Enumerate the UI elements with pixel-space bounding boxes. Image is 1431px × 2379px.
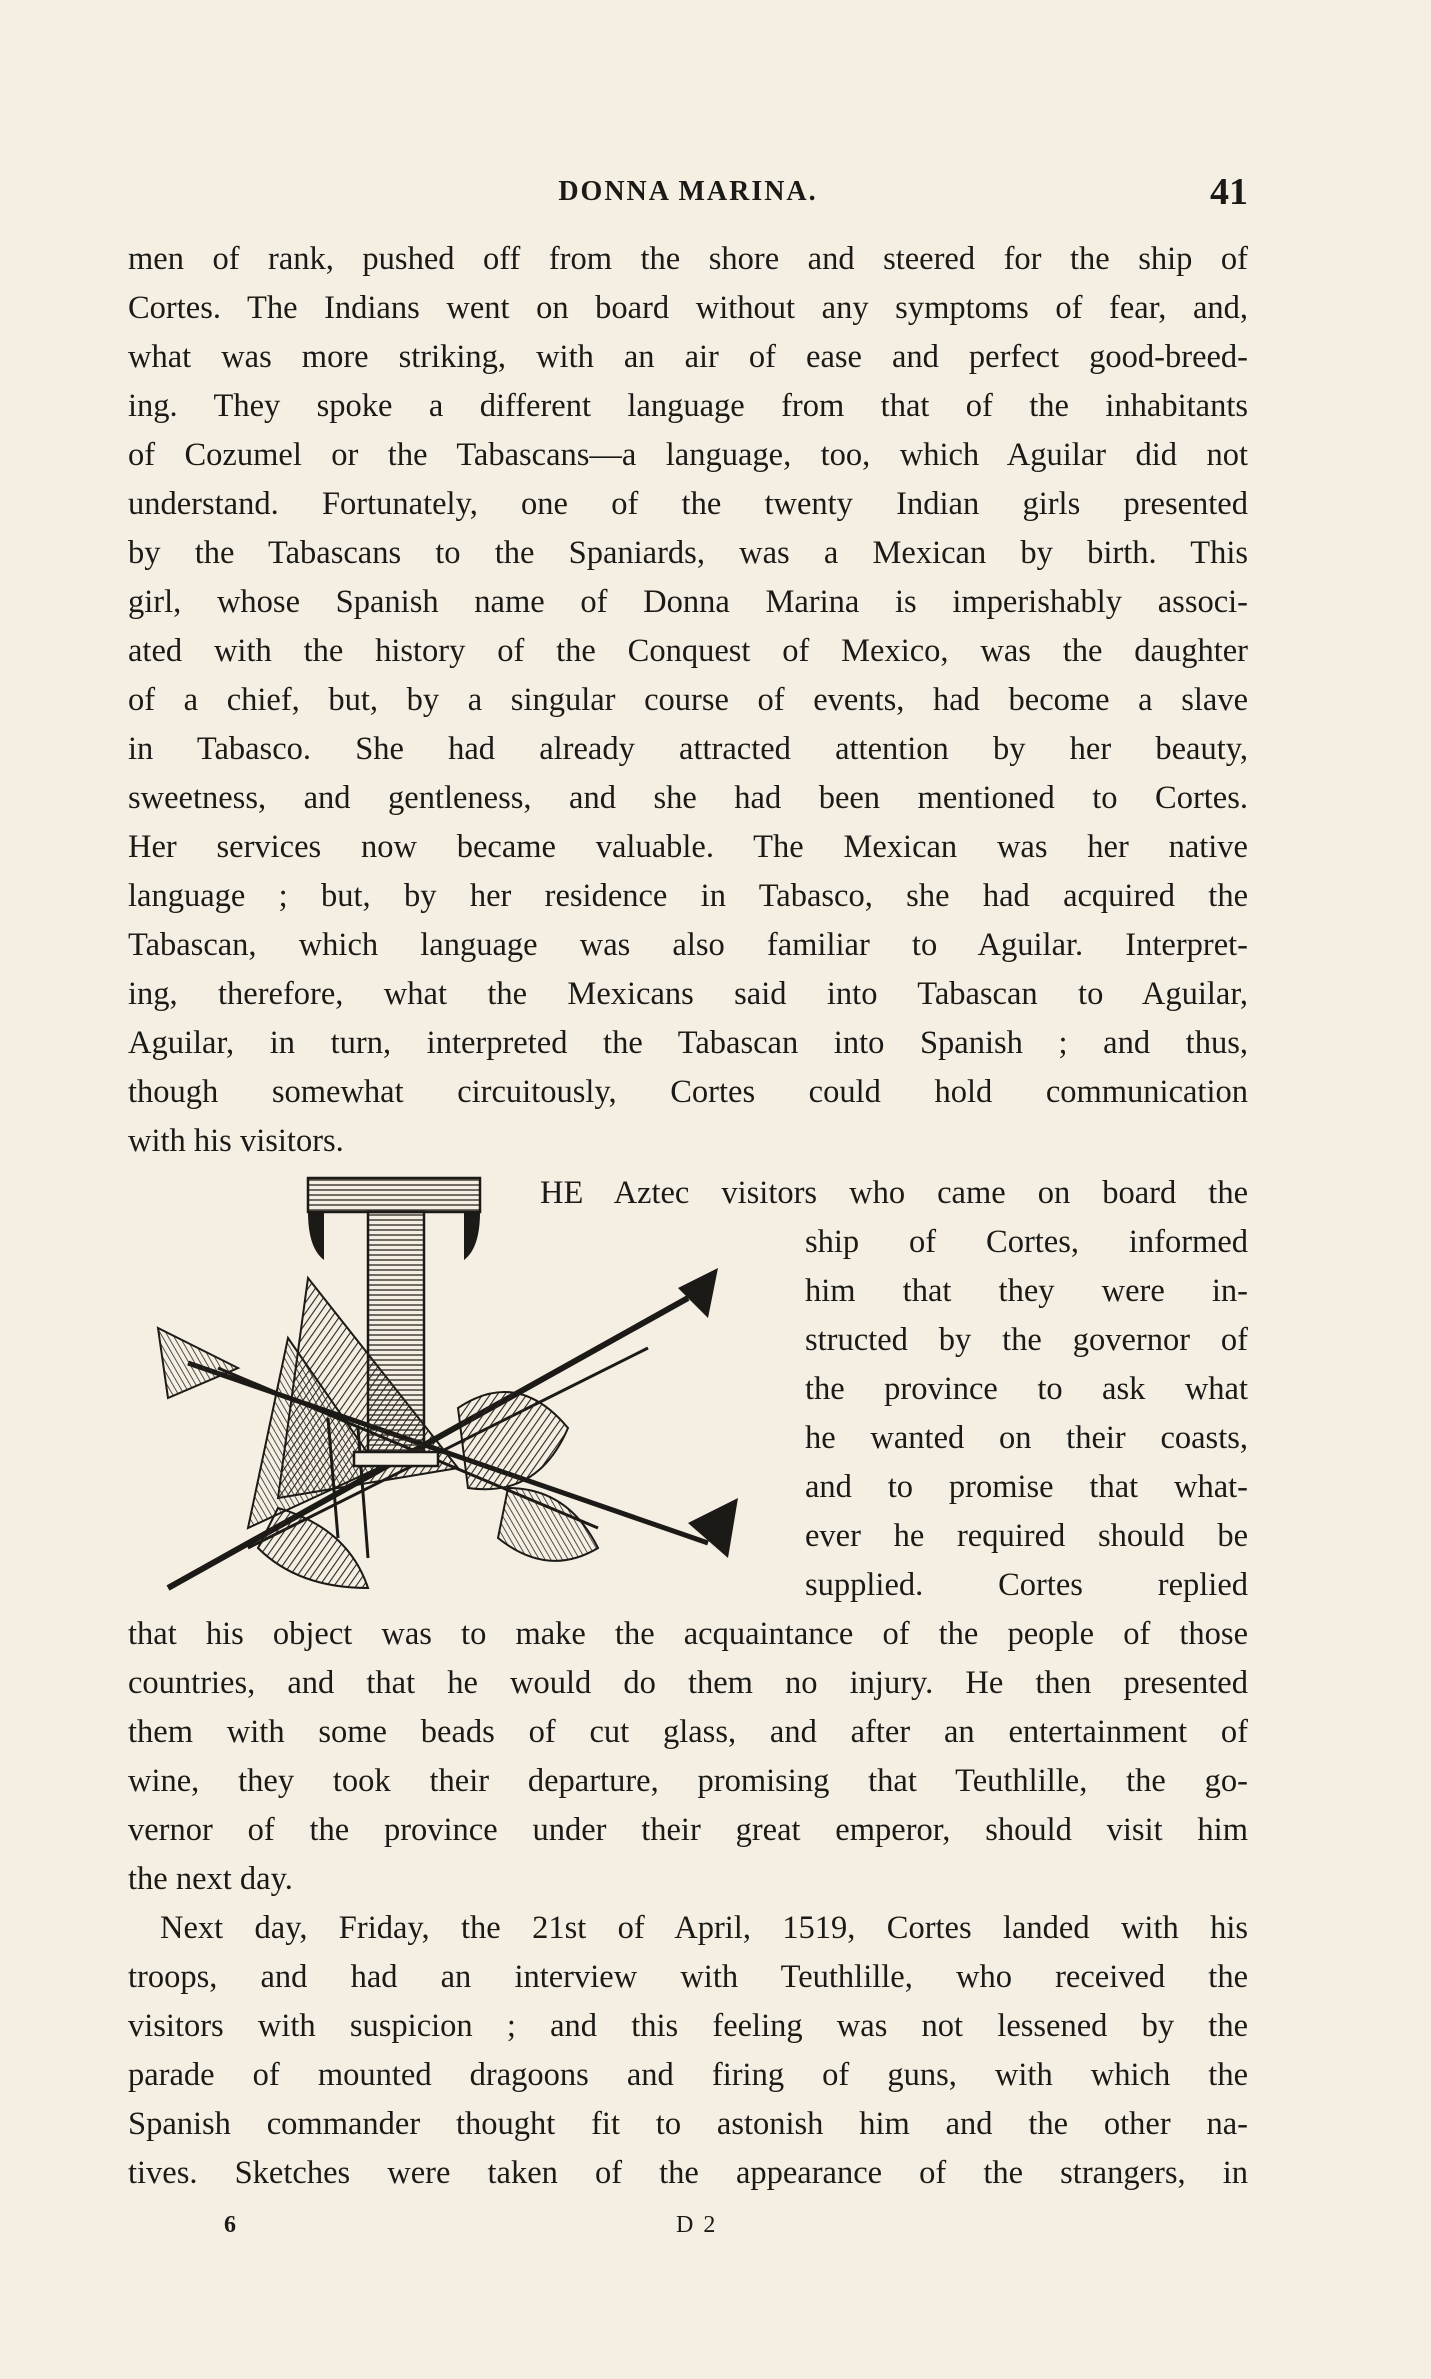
text-line: Cortes. The Indians went on board without any symptoms of fear, and, [128,290,1248,326]
text-line: understand. Fortunately, one of the twenty Indian girls presented [128,486,1248,522]
weapons-engraving-icon [128,1168,808,1610]
running-title: DONNA MARINA. [558,176,818,207]
text-line: he wanted on their coasts, [805,1420,1248,1456]
paragraph-1 [128,235,1248,1166]
text-line: him that they were in- [805,1273,1248,1309]
text-line: ated with the history of the Conquest of Mexico, was the daughter [128,633,1248,669]
text-line: and to promise that what- [805,1469,1248,1505]
page-number: 41 [1210,171,1248,213]
drop-cap-first-line-container [540,1169,1248,1218]
text-line: by the Tabascans to the Spaniards, was a Mexican by birth. This [128,535,1248,571]
text-line: Spanish commander thought fit to astonish him and the other na- [128,2106,1248,2142]
text-line: countries, and that he would do them no injury. He then presented [128,1665,1248,1701]
text-line: wine, they took their departure, promising that Teuthlille, the go- [128,1763,1248,1799]
text-line: what was more striking, with an air of ease and perfect good-breed- [128,339,1248,375]
text-line: supplied. Cortes replied [805,1567,1248,1603]
text-line: men of rank, pushed off from the shore and steered for the ship of [128,241,1248,277]
signature-number: 6 [224,2212,236,2238]
text-line: in Tabasco. She had already attracted attention by her beauty, [128,731,1248,767]
text-line: of Cozumel or the Tabascans—a language, too, which Aguilar did not [128,437,1248,473]
text-line: Her services now became valuable. The Mexican was her native [128,829,1248,865]
paragraph-4 [128,1904,1248,2198]
paragraph-3 [128,1610,1248,1904]
text-line: the next day. [128,1861,293,1897]
text-line: that his object was to make the acquaintance of the people of those [128,1616,1248,1652]
text-line: vernor of the province under their great emperor, should visit him [128,1812,1248,1848]
text-line: structed by the governor of [805,1322,1248,1358]
decorative-initial-illustration [128,1168,808,1610]
text-line: sweetness, and gentleness, and she had been mentioned to Cortes. [128,780,1248,816]
text-line: Aguilar, in turn, interpreted the Tabascan into Spanish ; and thus, [128,1025,1248,1061]
text-line: troops, and had an interview with Teuthlille, who received the [128,1959,1248,1995]
text-line: ing. They spoke a different language from that of the inhabitants [128,388,1248,424]
text-line: Tabascan, which language was also familiar to Aguilar. Interpret- [128,927,1248,963]
text-line: Next day, Friday, the 21st of April, 1519, Cortes landed with his [160,1910,1248,1946]
paragraph-2-wrap [805,1218,1248,1610]
text-line: ing, therefore, what the Mexicans said into Tabascan to Aguilar, [128,976,1248,1012]
text-line: parade of mounted dragoons and firing of guns, with which the [128,2057,1248,2093]
text-line: of a chief, but, by a singular course of events, had become a slave [128,682,1248,718]
text-line: them with some beads of cut glass, and after an entertainment of [128,1714,1248,1750]
text-line: with his visitors. [128,1123,344,1159]
page-footer [128,2212,1248,2252]
text-line: though somewhat circuitously, Cortes could hold communication [128,1074,1248,1110]
text-line: ever he required should be [805,1518,1248,1554]
text-line: tives. Sketches were taken of the appearance of the strangers, in [128,2155,1248,2191]
running-head [128,170,1248,214]
signature-mark: D 2 [676,2212,718,2238]
text-line: the province to ask what [805,1371,1248,1407]
text-line: language ; but, by her residence in Tabasco, she had acquired the [128,878,1248,914]
text-line: ship of Cortes, informed [805,1224,1248,1260]
text-line: visitors with suspicion ; and this feeling was not lessened by the [128,2008,1248,2044]
text-line: girl, whose Spanish name of Donna Marina is imperishably associ- [128,584,1248,620]
drop-cap-first-line: HE Aztec visitors who came on board the [540,1175,1248,1211]
